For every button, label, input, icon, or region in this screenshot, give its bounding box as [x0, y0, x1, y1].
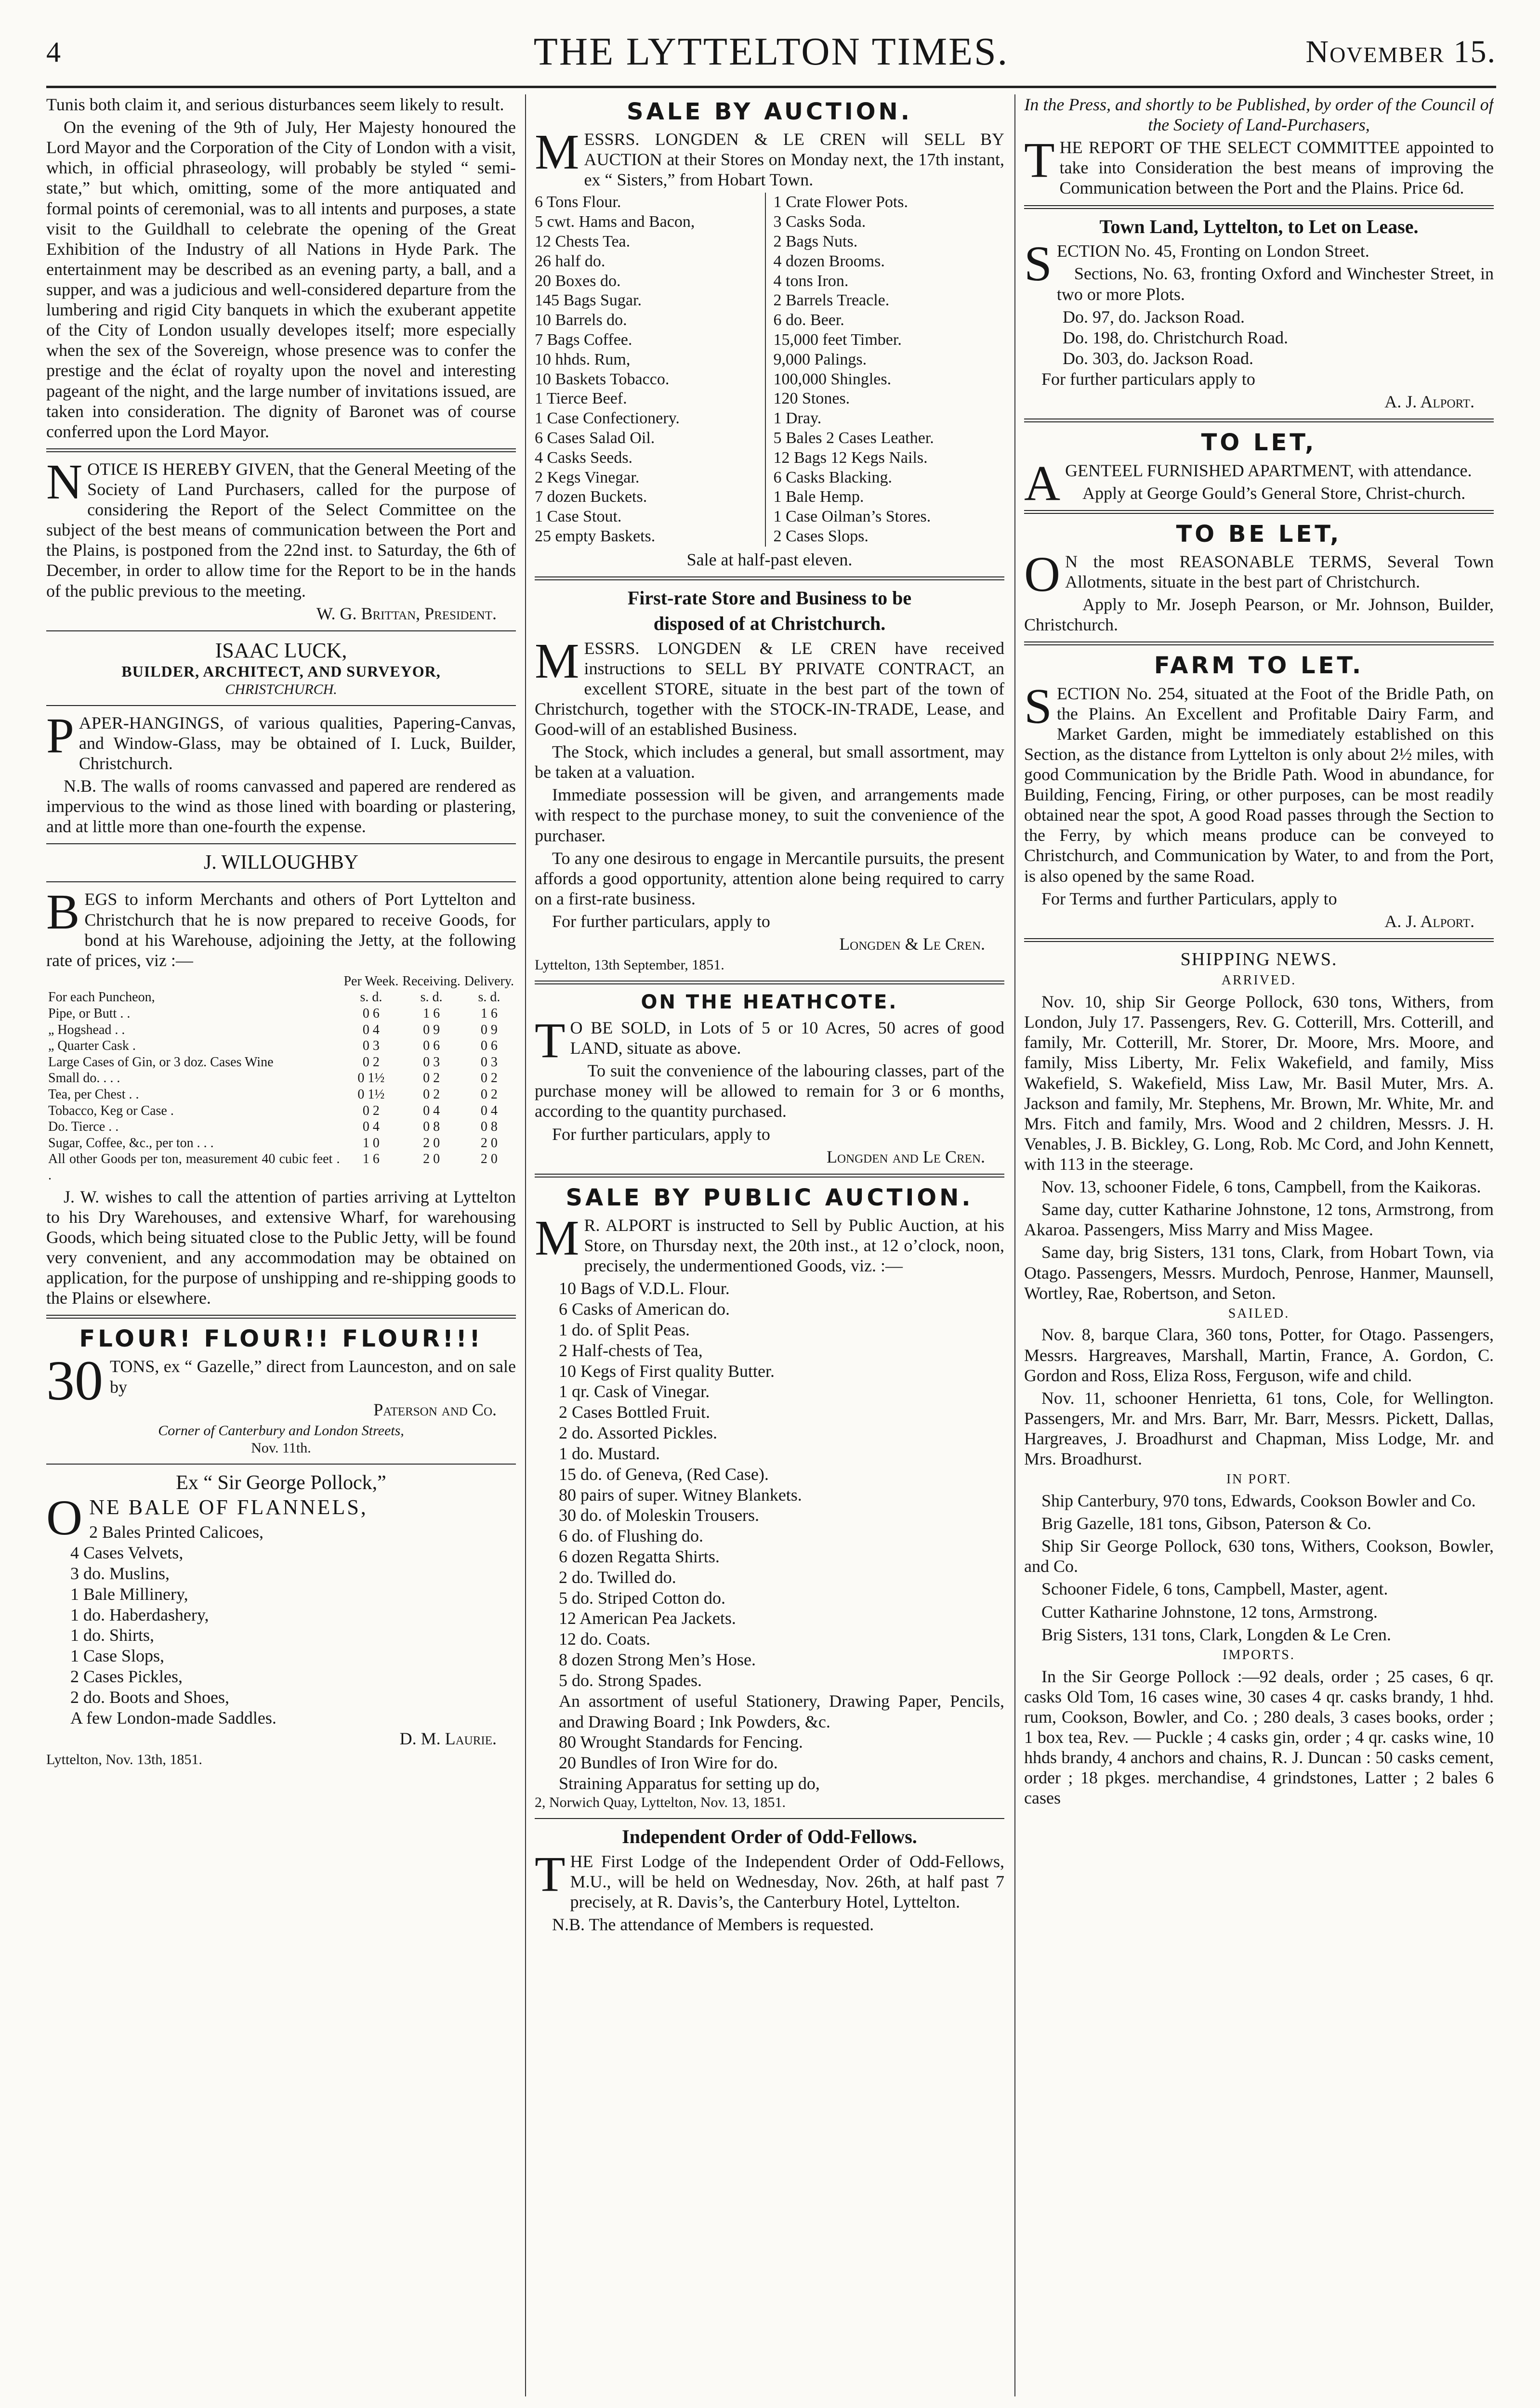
shipping-imports-label: IMPORTS. — [1223, 1647, 1295, 1662]
column-rule-2 — [1014, 94, 1015, 2396]
divider — [1024, 938, 1494, 942]
list-item: Do. 97, do. Jackson Road. — [1063, 307, 1245, 327]
table-row — [46, 1135, 516, 1152]
divider — [46, 1464, 516, 1465]
shipping-entry: Same day, brig Sisters, 131 tons, Clark, from Hobart Town, via Otago. Passengers, Messrs. Murdoch, Penrose, Hanmer, Maunsell, Wortley, Rae, Robertson, and Seton. — [1024, 1243, 1494, 1303]
list-item: 8 dozen Strong Men’s Hose. — [559, 1650, 756, 1670]
shipping-entry: Nov. 11, schooner Henrietta, 61 tons, Cole, for Wellington. Passengers, Mr. and Mrs. Barr, Mr. Barr, Messrs. Pickett, Dallas, Hargreaves, J. Broadhurst and Chapman, Miss Lodge, Mr. and Mrs. Broadhurst. — [1024, 1388, 1494, 1469]
table-cell: „ Quarter Cask . — [48, 1038, 136, 1054]
table-cell: 0 6 — [423, 1038, 440, 1054]
drop-cap: B — [46, 884, 80, 940]
list-item: 10 hhds. Rum, — [535, 350, 631, 368]
shipping-heading: SHIPPING NEWS. — [1180, 949, 1338, 969]
list-item: 1 Case Confectionery. — [535, 409, 680, 428]
list-item: 2 Barrels Treacle. — [773, 291, 890, 310]
table-cell: 0 3 — [480, 1054, 498, 1070]
column-rule-1 — [525, 94, 526, 2396]
table-cell: 0 4 — [362, 1119, 380, 1135]
list-item: 4 dozen Brooms. — [773, 252, 885, 270]
divider — [535, 981, 1004, 984]
shipping-news — [1024, 949, 1494, 1808]
drop-cap: O — [46, 1490, 85, 1545]
list-item: 7 dozen Buckets. — [535, 488, 647, 506]
flour-heading: FLOUR! FLOUR!! FLOUR!!! — [79, 1325, 483, 1353]
store-signature: Longden & Le Cren. — [839, 934, 985, 954]
store-paragraph: To any one desirous to engage in Mercantile pursuits, the present affords a good opportunity, attention alone being required to carry on a first-rate business. — [535, 848, 1004, 908]
drop-cap: T — [535, 1846, 566, 1902]
table-cell: 0 2 — [480, 1071, 498, 1086]
shipping-arrived-label: ARRIVED. — [1221, 973, 1297, 988]
list-item: 10 Baskets Tobacco. — [535, 370, 670, 388]
table-cell: 2 0 — [423, 1152, 440, 1167]
list-item: 2 Bales Printed Calicoes, — [89, 1522, 264, 1542]
list-item: 2 Cases Pickles, — [70, 1667, 183, 1687]
divider — [46, 1315, 516, 1319]
table-units-row — [46, 989, 516, 1006]
table-cell: 1 6 — [480, 1006, 498, 1021]
divider — [46, 630, 516, 631]
table-cell: 0 3 — [423, 1054, 440, 1070]
table-cell: s. d. — [420, 990, 443, 1005]
table-row — [46, 1086, 516, 1103]
shipping-entry: Schooner Fidele, 6 tons, Campbell, Master, agent. — [1041, 1579, 1388, 1599]
auction-text: ESSRS. LONGDEN & LE CREN will SELL BY AUCTION at their Stores on Monday next, the 17th instant, ex “ Sisters,” from Hobart Town. — [584, 130, 1004, 190]
table-row — [46, 1006, 516, 1022]
list-item: 1 do. Shirts, — [70, 1625, 155, 1645]
store-ad — [535, 587, 1004, 974]
shipping-entry: Nov. 8, barque Clara, 360 tons, Potter, for Otago. Passengers, Messrs. Hargreaves, Marshall, Martin, France, A. Gordon, C. Gordon and Ross, Eliza Ross, Ferguson, wife and child. — [1024, 1325, 1494, 1385]
divider — [535, 576, 1004, 580]
tobelet-text: N the most REASONABLE TERMS, Several Town Allotments, situate in the best part of Christchurch. — [1065, 551, 1494, 592]
drop-cap: S — [1024, 236, 1052, 292]
oddfellows-text: HE First Lodge of the Independent Order of Odd-Fellows, M.U., will be held on Wednesday, Nov. 26th, at half past 7 precisely, at R. Davis’s, the Canterbury Hotel, Lyttelton. — [570, 1851, 1004, 1911]
drop-cap: M — [535, 1210, 579, 1266]
shipping-entry: Brig Gazelle, 181 tons, Gibson, Paterson & Co. — [1041, 1514, 1371, 1533]
divider — [46, 843, 516, 844]
column-2 — [535, 94, 1004, 2396]
divider — [46, 881, 516, 882]
list-item: 1 qr. Cask of Vinegar. — [559, 1382, 710, 1401]
list-item: 6 do. of Flushing do. — [559, 1526, 704, 1546]
table-cell: All other Goods per ton, measurement 40 cubic feet . . — [48, 1152, 340, 1183]
divider — [46, 448, 516, 452]
divider — [1024, 510, 1494, 514]
divider — [535, 1818, 1004, 1819]
heathcote-text: O BE SOLD, in Lots of 5 or 10 Acres, 50 acres of good LAND, situate as above. — [570, 1018, 1004, 1058]
public-auction-heading: SALE BY PUBLIC AUCTION. — [566, 1184, 974, 1211]
list-item: 100,000 Shingles. — [773, 370, 892, 388]
list-item: 2 Half-chests of Tea, — [559, 1340, 703, 1360]
list-item: 15,000 feet Timber. — [773, 331, 902, 349]
column-1 — [46, 94, 516, 2396]
drop-cap: A — [1024, 455, 1061, 511]
tolet-ad — [1024, 429, 1494, 511]
table-header: Receiving. — [402, 973, 461, 989]
list-item: 2 do. Assorted Pickles. — [559, 1423, 717, 1443]
list-item: Do. 198, do. Christchurch Road. — [1063, 327, 1288, 347]
willoughby-closing: J. W. wishes to call the attention of parties arriving at Lyttelton to his Dry Warehouses, and extensive Wharf, for warehousing Goods, which being situated close to the Public Jetty, will be found very convenient, and any accommodation may be obtained on application, for the purpose of unshipping and re-shipping goods to the Plains or elsewhere. — [46, 1187, 516, 1308]
luck-place: CHRISTCHURCH. — [225, 681, 337, 697]
store-date: Lyttelton, 13th September, 1851. — [535, 957, 724, 973]
flour-quantity: 30 — [46, 1349, 103, 1413]
list-item: 26 half do. — [535, 252, 605, 270]
tobelet-apply: Apply to Mr. Joseph Pearson, or Mr. Johnson, Builder, Christchurch. — [1024, 595, 1494, 635]
article-paragraph: On the evening of the 9th of July, Her Majesty honoured the Lord Mayor and the Corporation of the City of London with a visit, which, in official phraseology, will probably be styled “ semi-state,” but which, omitting, some of the more antiquated and formal points of ceremonial, was to all intents and purposes, a state visit to the Guildhall to celebrate the opening of the Great Exhibition of the Industry of all Nations in Hyde Park. The entertainment may be described as an evening party, a ball, and a supper, and was a judicious and well-considered departure from the lumbering and rigid City banquets in which the exuberant appetite of the City of London usually developes itself; more especially when the sex of the Sovereign, whose presence was to confer the prestige and the éclat of royalty upon the novel and interesting pageant of the night, and the large number of invitations issued, are taken into consideration. The dignity of Baronet was of course conferred upon the Lord Mayor. — [46, 118, 516, 441]
list-item: 6 Casks Blacking. — [773, 468, 892, 486]
list-item: 1 Case Slops, — [70, 1646, 165, 1666]
townland-plots — [1024, 307, 1494, 369]
notice-signature: W. G. Brittan, President. — [316, 603, 497, 623]
divider — [535, 1174, 1004, 1178]
table-header: Delivery. — [464, 973, 514, 989]
table-cell: 2 0 — [423, 1135, 440, 1151]
heathcote-apply: For further particulars, apply to — [552, 1124, 770, 1144]
shipping-entry: Nov. 10, ship Sir George Pollock, 630 tons, Withers, from London, July 17. Passengers, Rev. G. Cotterill, Mrs. Cotterill, and family, Mr. Cotterill, Mr. Storer, Dr. Moore, Mrs. Moore, and family, Miss Liberty, Mr. Felix Wakefield, and family, Miss Wakefield, S. Wakefield, Miss Law, Mr. Basil Muter, Mrs. A. Jackson and family, Mr. Stephens, Mr. Brown, Mr. White, Mr. and Mrs. Fitch and family, Mrs. Wood and 2 children, Messrs. J. H. Venables, J. B. Bickley, G. Long, Rob. Mc Cord, and John Kennett, with 113 in the steerage. — [1024, 992, 1494, 1174]
page-number: 4 — [46, 36, 61, 68]
table-cell: 0 4 — [362, 1022, 380, 1037]
newspaper-title: THE LYTTELTON TIMES. — [533, 29, 1009, 73]
tolet-heading: TO LET, — [1201, 429, 1317, 457]
report-ad — [1024, 94, 1494, 198]
table-row — [46, 1070, 516, 1086]
table-cell: For each Puncheon, — [48, 990, 155, 1005]
table-cell: 0 9 — [423, 1022, 440, 1037]
table-cell: 2 0 — [480, 1135, 498, 1151]
table-cell: s. d. — [478, 990, 500, 1005]
list-item: 3 Casks Soda. — [773, 213, 866, 231]
table-header-row — [46, 973, 516, 990]
townland-apply: For further particulars apply to — [1041, 369, 1255, 389]
shipping-entry: Ship Sir George Pollock, 630 tons, Withers, Cookson, Bowler, and Co. — [1024, 1536, 1494, 1576]
list-item: 1 Bale Millinery, — [70, 1584, 188, 1604]
drop-cap: O — [1024, 546, 1061, 602]
auction-goods-right — [774, 193, 1005, 546]
list-item: 1 Tierce Beef. — [535, 390, 627, 408]
table-cell: Do. Tierce . . — [48, 1119, 119, 1135]
table-cell: 0 2 — [480, 1087, 498, 1102]
issue-date: November 15. — [1305, 34, 1496, 69]
table-row — [46, 1022, 516, 1038]
luck-nb: N.B. The walls of rooms canvassed and papered are rendered as impervious to the wind as those lined with boarding or plastering, and at little more than one-fourth the expense. — [46, 776, 516, 837]
list-item: 80 pairs of super. Witney Blankets. — [559, 1485, 802, 1505]
store-heading-1: First-rate Store and Business to be — [627, 587, 912, 609]
auction-goods-left — [535, 193, 766, 546]
oddfellows-ad — [535, 1826, 1004, 1935]
drop-cap: T — [535, 1012, 566, 1068]
table-cell: 0 8 — [480, 1119, 498, 1135]
table-cell: 0 2 — [362, 1054, 380, 1070]
list-item: 5 Bales 2 Cases Leather. — [773, 429, 934, 447]
tolet-text: GENTEEL FURNISHED APARTMENT, with attendance. — [1065, 460, 1472, 480]
flour-address: Corner of Canterbury and London Streets, — [158, 1422, 404, 1439]
list-item: 15 do. of Geneva, (Red Case). — [559, 1464, 769, 1484]
willoughby-name: J. WILLOUGHBY — [203, 851, 359, 874]
luck-ad — [46, 638, 516, 837]
list-item: 1 do. Mustard. — [559, 1443, 660, 1463]
divider — [1024, 419, 1494, 422]
table-header: Per Week. — [343, 973, 399, 989]
farm-text: ECTION No. 254, situated at the Foot of the Bridle Path, on the Plains. An Excellent and Profitable Dairy Farm, and Market Garden, might be immediately established on this Section, as the distance from Lyttelton is only about 2½ miles, with good Communication by the Bridle Path. Wood in abundance, for Building, Fencing, Firing, or other purposes, can be most readily obtained near the spot, A good Road passes through the Section to the Ferry, by which means produce can be conveyed to Christchurch, and Communication by Water, to and from the Port, is also opened by the same Road. — [1024, 683, 1494, 886]
list-item: 6 do. Beer. — [773, 311, 844, 329]
flour-ad — [46, 1325, 516, 1456]
table-cell: 0 4 — [480, 1103, 498, 1118]
notice-ad — [46, 454, 516, 624]
report-intro: In the Press, and shortly to be Published, by order of the Council of the Society of Land-Purchasers, — [1024, 95, 1494, 135]
list-item: 5 do. Striped Cotton do. — [559, 1588, 726, 1608]
list-item: 6 Tons Flour. — [535, 193, 621, 211]
list-item: 2 Cases Bottled Fruit. — [559, 1402, 710, 1422]
public-auction-ad — [535, 1184, 1004, 1811]
store-paragraph: Immediate possession will be given, and arrangements made with respect to the purchase money, to suit the convenience of the purchaser. — [535, 785, 1004, 845]
willoughby-text: EGS to inform Merchants and others of Port Lyttelton and Christchurch that he is now prepared to receive Goods, for bond at his Warehouse, adjoining the Jetty, at the following rate of prices, viz :— — [46, 890, 516, 970]
table-cell: 0 1½ — [357, 1071, 385, 1086]
table-cell: 2 0 — [480, 1152, 498, 1167]
list-item: 25 empty Baskets. — [535, 527, 656, 546]
store-text: ESSRS. LONGDEN & LE CREN have received instructions to SELL BY PRIVATE CONTRACT, an excellent STORE, situate in the best part of the town of Christchurch, together with the STOCK-IN-TRADE, Lease, and Good-will of an established Business. — [535, 638, 1004, 739]
list-item: 1 Case Stout. — [535, 508, 622, 526]
list-item: 1 do. Haberdashery, — [70, 1605, 209, 1624]
list-item: 12 American Pea Jackets. — [559, 1609, 736, 1628]
heathcote-heading: ON THE HEATHCOTE. — [641, 991, 898, 1014]
luck-trade: BUILDER, ARCHITECT, AND SURVEYOR, — [121, 663, 441, 681]
flour-seller: Paterson and Co. — [373, 1400, 497, 1419]
table-cell: 0 2 — [362, 1103, 380, 1118]
table-cell: 0 3 — [362, 1038, 380, 1054]
farm-ad — [1024, 652, 1494, 931]
oddfellows-heading: Independent Order of Odd-Fellows. — [622, 1825, 917, 1847]
list-item: 12 Bags 12 Kegs Nails. — [773, 448, 928, 467]
list-item: 7 Bags Coffee. — [535, 331, 632, 349]
table-cell: 0 2 — [423, 1087, 440, 1102]
list-item: 20 Bundles of Iron Wire for do. — [559, 1753, 778, 1773]
public-auction-text: R. ALPORT is instructed to Sell by Public Auction, at his Store, on Thursday next, the 20th inst., at 12 o’clock, noon, precisely, the undermentioned Goods, viz. :— — [584, 1215, 1004, 1276]
list-item: 120 Stones. — [773, 390, 850, 408]
table-row — [46, 1103, 516, 1119]
table-cell: Tea, per Chest . . — [48, 1087, 139, 1102]
list-item: 10 Kegs of First quality Butter. — [559, 1361, 775, 1381]
drop-cap: N — [46, 454, 83, 510]
list-item: 80 Wrought Standards for Fencing. — [559, 1732, 803, 1752]
table-row — [46, 1151, 516, 1183]
list-item: 1 Case Oilman’s Stores. — [773, 508, 931, 526]
table-cell: 1 6 — [362, 1152, 380, 1167]
tobelet-ad — [1024, 521, 1494, 635]
table-cell: Pipe, or Butt . . — [48, 1006, 131, 1021]
list-item: 4 Cases Velvets, — [70, 1543, 184, 1563]
shipping-entry: Ship Canterbury, 970 tons, Edwards, Cookson Bowler and Co. — [1041, 1491, 1476, 1510]
table-cell: Large Cases of Gin, or 3 doz. Cases Wine — [48, 1054, 274, 1070]
list-item: 2 Kegs Vinegar. — [535, 468, 640, 486]
list-item: 2 do. Twilled do. — [559, 1567, 676, 1587]
table-cell: Small do. . . . — [48, 1071, 120, 1086]
store-heading-2: disposed of at Christchurch. — [653, 612, 886, 634]
store-paragraph: For further particulars, apply to — [552, 911, 770, 931]
shipping-entry: Cutter Katharine Johnstone, 12 tons, Armstrong. — [1041, 1602, 1378, 1622]
masthead-rule — [46, 86, 1496, 88]
notice-text: OTICE IS HEREBY GIVEN, that the General Meeting of the Society of Land Purchasers, called for the purpose of considering the Report of the Select Committee on the subject of the best means of communication between the Port and the Plains, is postponed from the 22nd inst. to Saturday, the 6th of December, in order to allow time for the Report to be in the hands of the public previous to the meeting. — [46, 459, 516, 601]
drop-cap: S — [1024, 678, 1052, 734]
list-item: 12 do. Coats. — [559, 1629, 651, 1649]
list-item: 5 cwt. Hams and Bacon, — [535, 213, 695, 231]
drop-cap: M — [535, 124, 579, 180]
divider — [1024, 205, 1494, 209]
table-cell: 0 8 — [423, 1119, 440, 1135]
auction-goods-list — [535, 193, 1004, 546]
list-item: 10 Bags of V.D.L. Flour. — [559, 1279, 730, 1298]
table-cell: 0 6 — [480, 1038, 498, 1054]
list-item: 9,000 Palings. — [773, 350, 867, 368]
divider — [1024, 641, 1494, 645]
table-cell: „ Hogshead . . — [48, 1022, 125, 1037]
list-item: 1 do. of Split Peas. — [559, 1320, 690, 1339]
article-lord-mayor — [46, 94, 516, 442]
shipping-sailed-label: SAILED. — [1228, 1306, 1290, 1321]
table-cell: s. d. — [360, 990, 382, 1005]
auction-footer: Sale at half-past eleven. — [686, 550, 853, 569]
list-item: 2 do. Boots and Shoes, — [70, 1687, 230, 1707]
townland-heading: Town Land, Lyttelton, to Let on Lease. — [1099, 215, 1419, 237]
store-paragraph: The Stock, which includes a general, but small assortment, may be taken at a valuation. — [535, 742, 1004, 782]
column-3 — [1024, 94, 1494, 2396]
table-cell: 0 2 — [423, 1071, 440, 1086]
flour-text: TONS, ex “ Gazelle,” direct from Launceston, and on sale by — [110, 1357, 516, 1397]
list-item: 1 Bale Hemp. — [773, 488, 864, 506]
drop-cap: T — [1024, 132, 1055, 188]
list-item: An assortment of useful Stationery, Drawing Paper, Pencils, and Drawing Board ; Ink Powders, &c. — [559, 1691, 1004, 1731]
list-item: 4 tons Iron. — [773, 272, 849, 290]
flannels-text: NE BALE OF FLANNELS, — [89, 1495, 368, 1519]
article-paragraph: Tunis both claim it, and serious disturbances seem likely to result. — [46, 95, 504, 114]
table-row — [46, 1038, 516, 1054]
farm-signature: A. J. Alport. — [1384, 911, 1474, 931]
flannels-signature: D. M. Laurie. — [399, 1728, 497, 1748]
tolet-apply: Apply at George Gould’s General Store, Christ-church. — [1082, 483, 1466, 503]
list-item: 4 Casks Seeds. — [535, 448, 633, 467]
drop-cap: M — [535, 633, 579, 689]
shipping-entry: Nov. 13, schooner Fidele, 6 tons, Campbell, from the Kaikoras. — [1041, 1177, 1481, 1197]
list-item: 3 do. Muslins, — [70, 1563, 170, 1583]
shipping-inport-label: IN PORT. — [1226, 1472, 1292, 1487]
shipping-entry: In the Sir George Pollock :—92 deals, order ; 25 cases, 6 qr. casks Old Tom, 16 cases wine, 30 cases 4 qr. casks brandy, 1 hhd. rum, Cookson, Bowler, and Co. ; 280 deals, 3 cases books, order ; 1 box tea, Rev. — Puckle ; 4 casks gin, order ; 4 qr. casks wine, 10 hhds brandy, 4 anchors and chains, R. J. Duncan : 50 casks cement, order ; 18 pkges. merchandise, 4 grindstones, Latter ; 2 bales 6 cases — [1024, 1666, 1494, 1808]
list-item: 6 Casks of American do. — [559, 1299, 730, 1319]
list-item: 12 Chests Tea. — [535, 233, 631, 251]
table-cell: 1 0 — [362, 1135, 380, 1151]
auction-heading: SALE BY AUCTION. — [627, 98, 912, 125]
public-auction-list — [535, 1278, 1004, 1794]
luck-text: APER-HANGINGS, of various qualities, Papering-Canvas, and Window-Glass, may be obtained of I. Luck, Builder, Christchurch. — [79, 713, 516, 773]
shipping-entry: Brig Sisters, 131 tons, Clark, Longden & Le Cren. — [1041, 1624, 1391, 1644]
list-item: 2 Bags Nuts. — [773, 233, 858, 251]
list-item: 1 Dray. — [773, 409, 822, 428]
flannels-ad — [46, 1471, 516, 1768]
list-item: Straining Apparatus for setting up do, — [559, 1774, 820, 1793]
table-cell: 0 4 — [423, 1103, 440, 1118]
willoughby-ad — [46, 851, 516, 1308]
townland-signature: A. J. Alport. — [1384, 392, 1474, 412]
heathcote-signature: Longden and Le Cren. — [827, 1147, 985, 1166]
list-item: 1 Crate Flower Pots. — [773, 193, 908, 211]
list-item: 6 Cases Salad Oil. — [535, 429, 655, 447]
farm-paragraph: For Terms and further Particulars, apply to — [1041, 889, 1337, 908]
flannels-date: Lyttelton, Nov. 13th, 1851. — [46, 1751, 202, 1767]
tobelet-heading: TO BE LET, — [1176, 520, 1342, 548]
list-item: 6 dozen Regatta Shirts. — [559, 1546, 720, 1566]
shipping-entry: Same day, cutter Katharine Johnstone, 12 tons, Armstrong, from Akaroa. Passengers, Miss Marry and Miss Magee. — [1024, 1200, 1494, 1240]
divider — [46, 705, 516, 706]
oddfellows-nb: N.B. The attendance of Members is requested. — [552, 1915, 874, 1935]
table-header — [46, 973, 342, 990]
townland-text: ECTION No. 45, Fronting on London Street. — [1056, 241, 1369, 261]
flannels-heading: Ex “ Sir George Pollock,” — [176, 1471, 386, 1494]
table-cell: 0 1½ — [357, 1087, 385, 1102]
list-item: 2 Cases Slops. — [773, 527, 869, 546]
table-cell: 0 9 — [480, 1022, 498, 1037]
table-cell: Tobacco, Keg or Case . — [48, 1103, 174, 1118]
list-item: Do. 303, do. Jackson Road. — [1063, 349, 1253, 368]
flour-date: Nov. 11th. — [251, 1440, 311, 1456]
table-row — [46, 1054, 516, 1071]
luck-name: ISAAC LUCK, — [215, 638, 347, 662]
list-item: 30 do. of Moleskin Trousers. — [559, 1505, 760, 1525]
table-cell: 1 6 — [423, 1006, 440, 1021]
list-item: 20 Boxes do. — [535, 272, 621, 290]
heathcote-paragraph: To suit the convenience of the labouring classes, part of the purchase money will be allowed to remain for 3 or 6 months, according to the quantity purchased. — [535, 1061, 1004, 1121]
flannels-list — [46, 1522, 516, 1728]
heathcote-ad — [535, 991, 1004, 1167]
list-item: 145 Bags Sugar. — [535, 291, 642, 310]
farm-heading: FARM TO LET. — [1154, 652, 1364, 680]
public-auction-address: 2, Norwich Quay, Lyttelton, Nov. 13, 1851. — [535, 1794, 786, 1810]
auction-ad — [535, 98, 1004, 570]
storage-rate-table — [46, 973, 516, 1184]
list-item: 5 do. Strong Spades. — [559, 1670, 702, 1690]
drop-cap: P — [46, 707, 74, 763]
report-text: HE REPORT OF THE SELECT COMMITTEE appointed to take into Consideration the best means of improving the Communication between the Port and the Plains. Price 6d. — [1059, 138, 1494, 198]
list-item: 10 Barrels do. — [535, 311, 627, 329]
table-row — [46, 1119, 516, 1135]
list-item: A few London-made Saddles. — [70, 1708, 276, 1727]
table-cell: 0 6 — [362, 1006, 380, 1021]
townland-paragraph: Sections, No. 63, fronting Oxford and Winchester Street, in two or more Plots. — [1056, 264, 1494, 304]
table-cell: Sugar, Coffee, &c., per ton . . . — [48, 1135, 214, 1151]
townland-ad — [1024, 216, 1494, 412]
masthead — [46, 29, 1496, 87]
